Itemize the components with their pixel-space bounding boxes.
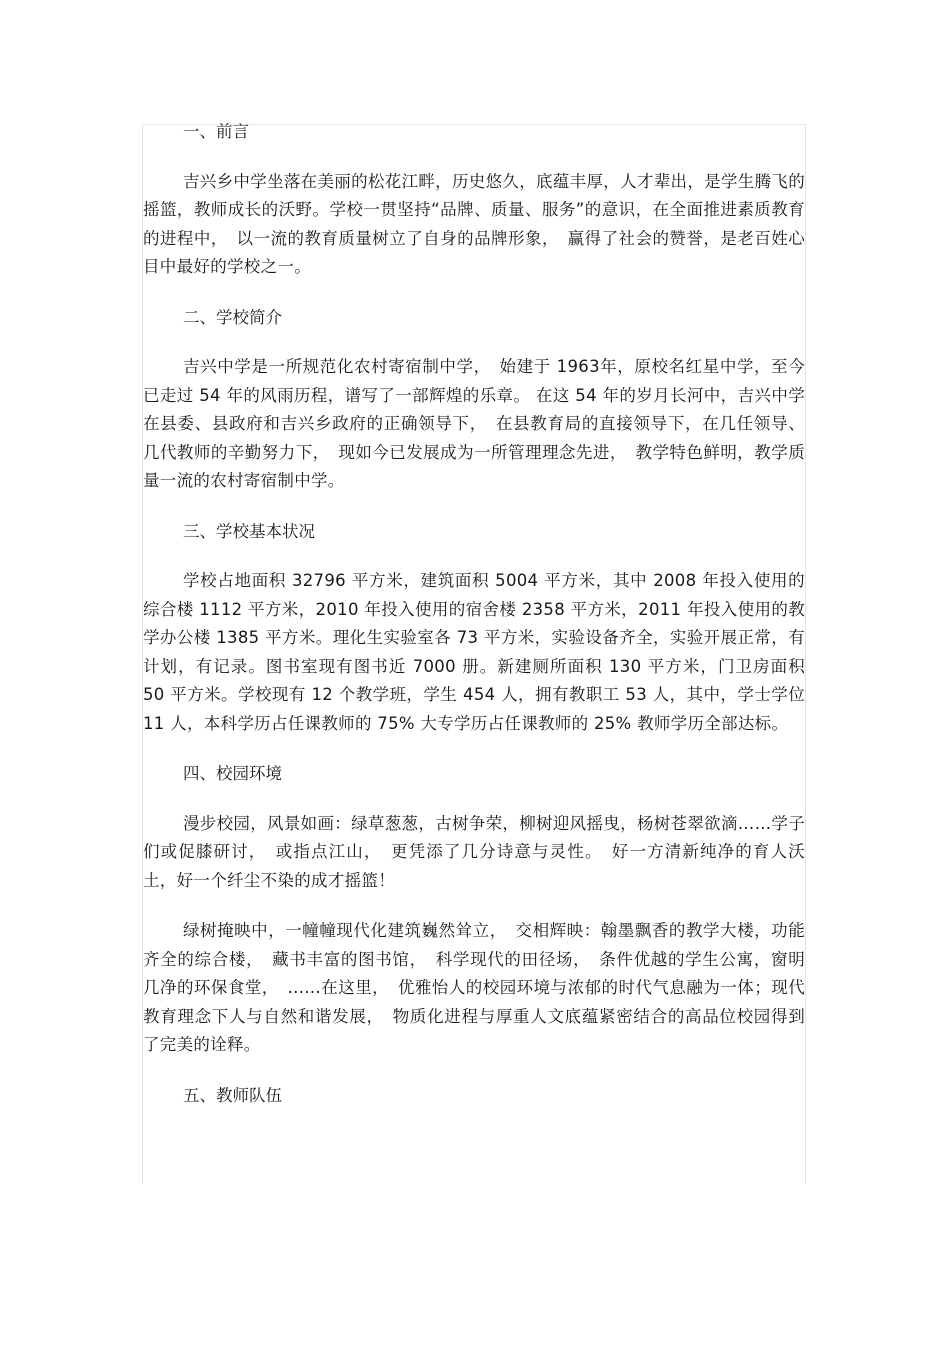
campus-environment-paragraph-1: 漫步校园，风景如画：绿草葱葱，古树争荣，柳树迎风摇曳，杨树苍翠欲滴……学子们或促膝研讨， 或指点江山， 更凭添了几分诗意与灵性。 好一方清新纯净的育人沃土，好一个纤尘不染的成才摇篮！ xyxy=(143,813,805,890)
preface-paragraph: 吉兴乡中学坐落在美丽的松花江畔，历史悠久，底蕴丰厚，人才辈出，是学生腾飞的摇篮，教师成长的沃野。学校一贯坚持“品牌、质量、服务”的意识，在全面推进素质教育的进程中， 以一流的教育质量树立了自身的品牌形象， 赢得了社会的赞誉，是老百姓心目中最好的学校之一。 xyxy=(143,171,805,276)
section-heading-campus-environment: 四、校园环境 xyxy=(183,764,282,783)
section-heading-basic-status: 三、学校基本状况 xyxy=(183,521,315,541)
section-heading-teaching-staff: 五、教师队伍 xyxy=(183,1085,282,1105)
section-heading-preface: 一、前言 xyxy=(183,122,249,141)
basic-status-paragraph: 学校占地面积 32796 平方米，建筑面积 5004 平方米，其中 2008 年投入使用的综合楼 1112 平方米，2010 年投入使用的宿舍楼 2358 平方米，2011 年投入使用的教学办公楼 1385 平方米。理化生实验室各 73 平方米，实验设备齐全，实验开展正常，有计划，有记录。图书室现有图书近 7000 册。新建厕所面积 130 平方米，门卫房面积 50 平方米。学校现有 12 个教学班，学生 454 人，拥有教职工 53 人，其中，学士学位 11 人，本科学历占任课教师的 75% 大专学历占任课教师的 25% 教师学历全部达标。 xyxy=(143,571,805,733)
section-heading-school-intro: 二、学校简介 xyxy=(183,307,282,327)
document-body xyxy=(143,118,805,1110)
campus-environment-paragraph-2: 绿树掩映中，一幢幢现代化建筑巍然耸立， 交相辉映：翰墨飘香的教学大楼，功能齐全的综合楼， 藏书丰富的图书馆， 科学现代的田径场， 条件优越的学生公寓，窗明几净的环保食堂， ……在这里， 优雅怡人的校园环境与浓郁的时代气息融为一体；现代教育理念下人与自然和谐发展， 物质化进程与厚重人文底蕴紧密结合的高品位校园得到了完美的诠释。 xyxy=(143,921,805,1054)
school-intro-paragraph: 吉兴中学是一所规范化农村寄宿制中学， 始建于 1963年，原校名红星中学，至今已走过 54 年的风雨历程，谱写了一部辉煌的乐章。 在这 54 年的岁月长河中，吉兴中学在县委、县政府和吉兴乡政府的正确领导下， 在县教育局的直接领导下，在几任领导、 几代教师的辛勤努力下， 现如今已发展成为一所管理理念先进， 教学特色鲜明，教学质量一流的农村寄宿制中学。 xyxy=(143,357,805,490)
